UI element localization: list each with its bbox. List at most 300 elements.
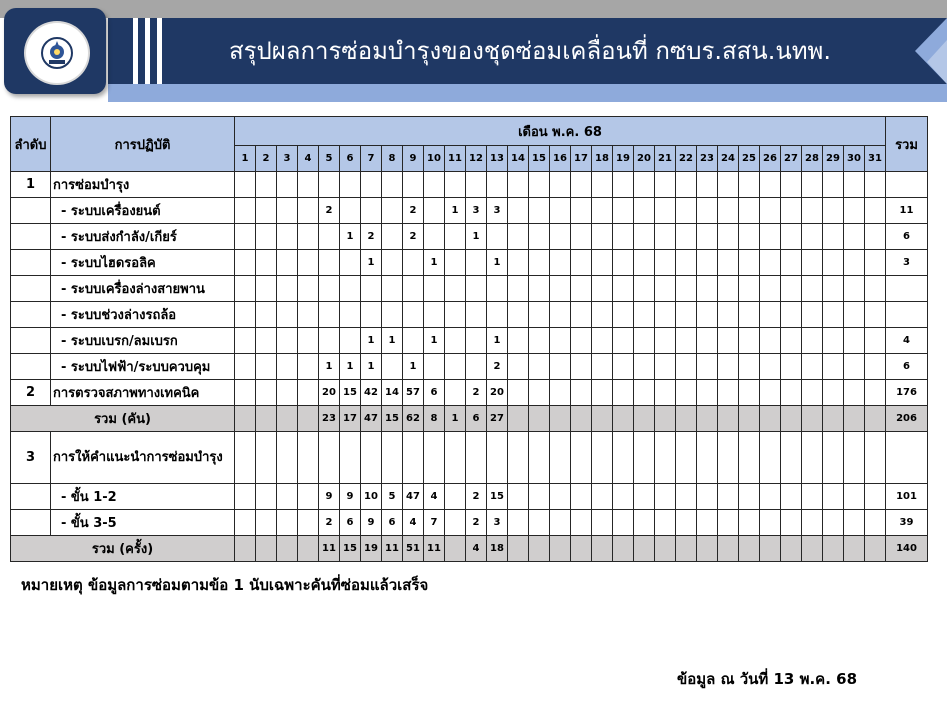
day-cell — [529, 536, 550, 562]
day-cell — [781, 328, 802, 354]
day-cell — [424, 224, 445, 250]
day-cell — [739, 406, 760, 432]
day-cell — [571, 172, 592, 198]
day-cell — [676, 484, 697, 510]
day-cell — [865, 198, 886, 224]
day-cell — [844, 432, 865, 484]
day-header: 3 — [277, 146, 298, 172]
day-cell — [634, 250, 655, 276]
day-cell — [508, 328, 529, 354]
day-cell — [823, 224, 844, 250]
day-cell — [697, 328, 718, 354]
day-cell — [613, 302, 634, 328]
day-cell — [529, 276, 550, 302]
day-cell — [844, 406, 865, 432]
day-cell: 2 — [403, 198, 424, 224]
day-cell — [739, 224, 760, 250]
day-cell — [571, 536, 592, 562]
day-cell — [613, 250, 634, 276]
day-cell — [256, 536, 277, 562]
day-cell: 57 — [403, 380, 424, 406]
day-cell — [760, 484, 781, 510]
day-cell — [319, 224, 340, 250]
day-cell — [823, 302, 844, 328]
day-cell — [445, 250, 466, 276]
day-cell — [403, 302, 424, 328]
day-cell — [256, 484, 277, 510]
day-cell — [445, 432, 466, 484]
day-cell — [361, 172, 382, 198]
day-cell: 1 — [445, 198, 466, 224]
day-cell — [508, 302, 529, 328]
day-cell: 62 — [403, 406, 424, 432]
day-cell: 4 — [466, 536, 487, 562]
row-number — [11, 250, 51, 276]
table-row — [11, 224, 928, 250]
day-cell — [571, 354, 592, 380]
day-cell — [613, 484, 634, 510]
day-cell — [697, 536, 718, 562]
day-cell — [802, 354, 823, 380]
day-cell — [823, 250, 844, 276]
day-cell: 2 — [487, 354, 508, 380]
day-header: 8 — [382, 146, 403, 172]
day-cell — [592, 276, 613, 302]
day-cell — [277, 172, 298, 198]
day-cell: 2 — [319, 510, 340, 536]
day-cell — [340, 432, 361, 484]
day-cell — [235, 224, 256, 250]
day-header: 6 — [340, 146, 361, 172]
day-cell — [613, 354, 634, 380]
day-cell — [508, 432, 529, 484]
day-cell — [256, 328, 277, 354]
logo-box — [4, 8, 106, 94]
day-cell — [655, 276, 676, 302]
day-cell — [697, 276, 718, 302]
day-cell: 6 — [424, 380, 445, 406]
day-cell — [529, 406, 550, 432]
day-cell — [844, 536, 865, 562]
day-cell — [508, 406, 529, 432]
day-cell: 7 — [424, 510, 445, 536]
day-cell — [445, 510, 466, 536]
day-cell — [760, 224, 781, 250]
day-cell — [823, 484, 844, 510]
day-header: 28 — [802, 146, 823, 172]
row-label: - ระบบส่งกำลัง/เกียร์ — [51, 224, 235, 250]
day-cell — [529, 198, 550, 224]
day-cell: 51 — [403, 536, 424, 562]
day-cell: 1 — [445, 406, 466, 432]
day-cell — [403, 172, 424, 198]
day-cell — [508, 198, 529, 224]
day-cell — [697, 432, 718, 484]
day-cell — [844, 354, 865, 380]
banner-fold — [927, 40, 947, 84]
day-cell — [676, 510, 697, 536]
day-cell — [550, 224, 571, 250]
day-cell — [655, 432, 676, 484]
row-number — [11, 328, 51, 354]
day-cell: 4 — [424, 484, 445, 510]
day-cell — [718, 380, 739, 406]
day-cell — [445, 302, 466, 328]
row-label: การซ่อมบำรุง — [51, 172, 235, 198]
row-total — [886, 276, 928, 302]
day-cell — [760, 198, 781, 224]
day-cell — [592, 484, 613, 510]
day-cell — [739, 276, 760, 302]
day-cell: 1 — [424, 250, 445, 276]
day-cell — [802, 536, 823, 562]
day-cell — [277, 380, 298, 406]
day-cell: 20 — [487, 380, 508, 406]
day-cell: 1 — [361, 354, 382, 380]
day-cell — [781, 484, 802, 510]
day-cell — [718, 224, 739, 250]
day-cell: 14 — [382, 380, 403, 406]
day-cell — [571, 406, 592, 432]
day-cell — [760, 536, 781, 562]
day-cell — [718, 250, 739, 276]
col-no-header: ลำดับ — [11, 117, 51, 172]
day-cell — [865, 510, 886, 536]
day-cell — [739, 432, 760, 484]
day-cell — [739, 328, 760, 354]
day-cell — [844, 380, 865, 406]
day-cell — [571, 510, 592, 536]
day-cell — [634, 406, 655, 432]
day-cell — [235, 380, 256, 406]
day-cell — [676, 328, 697, 354]
day-cell — [319, 302, 340, 328]
day-cell: 2 — [466, 484, 487, 510]
day-header: 22 — [676, 146, 697, 172]
day-cell — [256, 432, 277, 484]
day-cell — [781, 354, 802, 380]
day-cell — [823, 354, 844, 380]
day-cell — [277, 302, 298, 328]
day-cell: 2 — [361, 224, 382, 250]
day-cell — [634, 198, 655, 224]
day-cell — [571, 328, 592, 354]
day-header: 1 — [235, 146, 256, 172]
day-header: 24 — [718, 146, 739, 172]
day-cell — [781, 224, 802, 250]
day-header: 13 — [487, 146, 508, 172]
day-cell — [592, 250, 613, 276]
day-cell — [697, 302, 718, 328]
day-cell — [760, 328, 781, 354]
day-cell — [844, 224, 865, 250]
day-cell: 8 — [424, 406, 445, 432]
day-cell — [550, 380, 571, 406]
day-cell — [550, 484, 571, 510]
day-cell — [823, 328, 844, 354]
day-cell — [613, 198, 634, 224]
day-cell — [760, 406, 781, 432]
day-cell — [277, 484, 298, 510]
day-cell — [697, 250, 718, 276]
day-cell — [802, 406, 823, 432]
row-label: - ขั้น 3-5 — [51, 510, 235, 536]
day-cell — [613, 536, 634, 562]
day-cell: 17 — [340, 406, 361, 432]
day-cell — [781, 302, 802, 328]
day-cell: 1 — [403, 354, 424, 380]
day-cell: 3 — [487, 510, 508, 536]
day-cell — [634, 380, 655, 406]
day-header: 20 — [634, 146, 655, 172]
row-total — [886, 172, 928, 198]
day-cell: 1 — [487, 250, 508, 276]
day-cell — [592, 302, 613, 328]
day-cell — [361, 302, 382, 328]
day-cell — [382, 432, 403, 484]
sum-label: รวม (ครั้ง) — [11, 536, 235, 562]
day-cell — [592, 510, 613, 536]
day-cell — [361, 432, 382, 484]
day-cell — [781, 432, 802, 484]
row-total: 176 — [886, 380, 928, 406]
day-cell — [550, 406, 571, 432]
row-total: 140 — [886, 536, 928, 562]
day-cell — [424, 432, 445, 484]
day-cell — [340, 198, 361, 224]
day-cell — [256, 276, 277, 302]
day-cell — [676, 432, 697, 484]
organization-seal-icon — [40, 36, 74, 70]
day-cell — [844, 198, 865, 224]
day-cell: 27 — [487, 406, 508, 432]
day-cell — [571, 250, 592, 276]
row-total — [886, 432, 928, 484]
day-cell — [466, 276, 487, 302]
row-number — [11, 198, 51, 224]
day-cell — [529, 432, 550, 484]
day-cell — [592, 406, 613, 432]
row-number: 1 — [11, 172, 51, 198]
sum-label: รวม (คัน) — [11, 406, 235, 432]
day-cell — [277, 536, 298, 562]
table-row — [11, 380, 928, 406]
day-cell — [445, 484, 466, 510]
day-cell — [697, 510, 718, 536]
day-cell — [697, 484, 718, 510]
day-cell — [781, 198, 802, 224]
day-header: 21 — [655, 146, 676, 172]
day-cell: 15 — [382, 406, 403, 432]
day-header: 29 — [823, 146, 844, 172]
day-cell — [865, 224, 886, 250]
table-row — [11, 172, 928, 198]
day-cell — [697, 172, 718, 198]
table-row — [11, 432, 928, 484]
day-cell — [298, 250, 319, 276]
day-cell: 47 — [361, 406, 382, 432]
day-cell — [781, 406, 802, 432]
table-row — [11, 276, 928, 302]
row-total: 3 — [886, 250, 928, 276]
day-cell — [571, 484, 592, 510]
day-cell — [550, 432, 571, 484]
day-cell — [613, 510, 634, 536]
day-cell: 15 — [487, 484, 508, 510]
day-cell — [802, 510, 823, 536]
day-cell — [739, 536, 760, 562]
day-cell — [361, 276, 382, 302]
day-cell — [550, 172, 571, 198]
day-header: 2 — [256, 146, 277, 172]
day-cell — [718, 536, 739, 562]
day-cell — [529, 172, 550, 198]
day-cell — [487, 276, 508, 302]
day-cell — [844, 484, 865, 510]
day-cell — [340, 328, 361, 354]
day-cell — [466, 354, 487, 380]
day-cell — [256, 302, 277, 328]
day-header: 23 — [697, 146, 718, 172]
day-cell — [550, 302, 571, 328]
table-row — [11, 354, 928, 380]
day-cell — [235, 406, 256, 432]
day-cell: 1 — [361, 328, 382, 354]
row-total: 6 — [886, 354, 928, 380]
day-cell: 3 — [487, 198, 508, 224]
day-cell — [487, 432, 508, 484]
day-cell — [718, 432, 739, 484]
day-cell — [844, 172, 865, 198]
day-cell — [802, 198, 823, 224]
day-cell — [676, 380, 697, 406]
table-row — [11, 510, 928, 536]
day-cell — [676, 172, 697, 198]
table-header-row — [11, 117, 928, 146]
banner-underline — [108, 84, 947, 102]
day-cell — [634, 536, 655, 562]
day-cell — [802, 302, 823, 328]
day-cell — [802, 432, 823, 484]
day-cell — [403, 276, 424, 302]
day-cell — [718, 172, 739, 198]
day-cell — [613, 380, 634, 406]
day-cell — [529, 510, 550, 536]
day-cell — [382, 354, 403, 380]
day-cell — [403, 328, 424, 354]
day-cell: 2 — [403, 224, 424, 250]
row-label: - ระบบช่วงล่างรถล้อ — [51, 302, 235, 328]
day-cell — [823, 406, 844, 432]
col-action-header: การปฏิบัติ — [51, 117, 235, 172]
day-cell — [613, 172, 634, 198]
day-cell: 18 — [487, 536, 508, 562]
day-cell — [424, 198, 445, 224]
day-cell — [655, 250, 676, 276]
day-cell — [256, 354, 277, 380]
as-of-date: ข้อมูล ณ วันที่ 13 พ.ค. 68 — [677, 670, 857, 688]
day-cell — [823, 380, 844, 406]
day-cell: 3 — [466, 198, 487, 224]
day-cell — [277, 224, 298, 250]
day-cell — [529, 380, 550, 406]
day-cell — [361, 198, 382, 224]
banner-stripe — [133, 18, 138, 84]
row-label: การให้คำแนะนำการซ่อมบำรุง — [51, 432, 235, 484]
day-cell — [613, 406, 634, 432]
day-cell — [781, 276, 802, 302]
day-cell — [529, 302, 550, 328]
day-cell — [277, 406, 298, 432]
day-cell — [802, 172, 823, 198]
day-cell — [403, 250, 424, 276]
day-cell — [277, 250, 298, 276]
day-cell — [298, 380, 319, 406]
day-header: 16 — [550, 146, 571, 172]
day-cell — [508, 224, 529, 250]
day-cell: 15 — [340, 536, 361, 562]
day-cell — [592, 536, 613, 562]
day-cell — [655, 302, 676, 328]
day-cell — [445, 224, 466, 250]
page-title: สรุปผลการซ่อมบำรุงของชุดซ่อมเคลื่อนที่ กซบร.สสน.นทพ. — [228, 37, 832, 65]
day-header: 27 — [781, 146, 802, 172]
day-cell: 2 — [319, 198, 340, 224]
day-header: 11 — [445, 146, 466, 172]
table-row — [11, 198, 928, 224]
day-cell — [235, 276, 256, 302]
table-row — [11, 484, 928, 510]
day-cell — [382, 224, 403, 250]
day-cell — [424, 172, 445, 198]
day-header: 5 — [319, 146, 340, 172]
day-cell — [298, 172, 319, 198]
table-row — [11, 302, 928, 328]
day-cell — [676, 536, 697, 562]
day-cell — [697, 198, 718, 224]
day-cell — [235, 354, 256, 380]
day-cell — [235, 510, 256, 536]
day-cell — [550, 354, 571, 380]
col-month-header: เดือน พ.ค. 68 — [235, 117, 886, 146]
day-cell — [319, 250, 340, 276]
day-cell — [592, 224, 613, 250]
day-cell: 15 — [340, 380, 361, 406]
day-cell — [298, 276, 319, 302]
day-cell — [802, 276, 823, 302]
day-cell — [865, 380, 886, 406]
day-header: 4 — [298, 146, 319, 172]
row-label: - ขั้น 1-2 — [51, 484, 235, 510]
day-cell — [508, 354, 529, 380]
day-cell — [298, 484, 319, 510]
footnote: หมายเหตุ ข้อมูลการซ่อมตามข้อ 1 นับเฉพาะคันที่ซ่อมแล้วเสร็จ — [21, 576, 429, 594]
day-cell: 10 — [361, 484, 382, 510]
day-cell — [529, 250, 550, 276]
day-cell — [382, 250, 403, 276]
day-cell — [760, 250, 781, 276]
day-cell — [760, 276, 781, 302]
day-cell — [298, 224, 319, 250]
day-cell — [844, 250, 865, 276]
day-cell — [718, 276, 739, 302]
day-cell — [634, 224, 655, 250]
day-cell — [781, 250, 802, 276]
day-header: 18 — [592, 146, 613, 172]
day-cell: 11 — [382, 536, 403, 562]
day-cell — [508, 276, 529, 302]
row-total: 206 — [886, 406, 928, 432]
